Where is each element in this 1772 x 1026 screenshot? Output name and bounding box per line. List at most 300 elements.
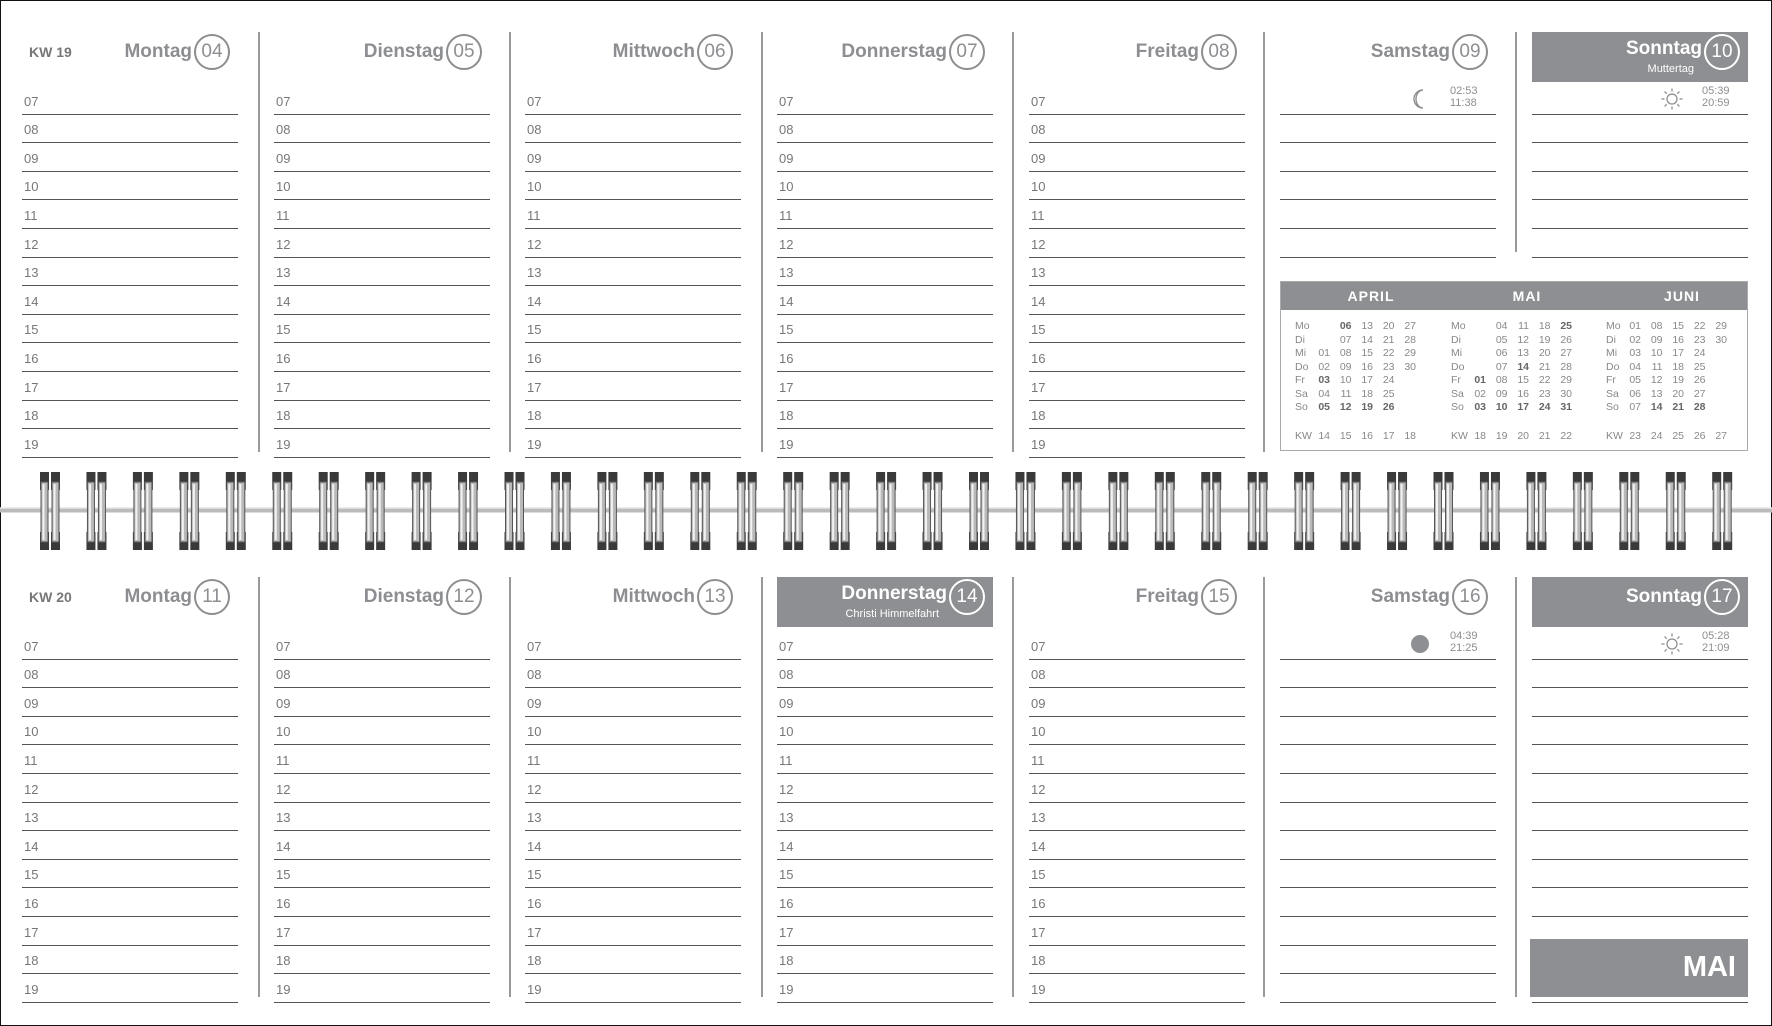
hour-row[interactable] — [274, 631, 490, 660]
note-line[interactable] — [1280, 946, 1496, 975]
weekday-label: Do — [1295, 360, 1309, 373]
note-line[interactable] — [1280, 888, 1496, 917]
hour-row[interactable] — [22, 286, 238, 315]
column-divider — [258, 577, 260, 997]
hour-row[interactable] — [1029, 946, 1245, 975]
note-line[interactable] — [1280, 803, 1496, 832]
weekday-label: Di — [1295, 333, 1305, 346]
note-line[interactable] — [1532, 774, 1748, 803]
mini-month-name: MAI — [1512, 288, 1542, 304]
note-line[interactable] — [1280, 974, 1496, 1003]
hour-row[interactable] — [777, 286, 993, 315]
hour-row[interactable] — [525, 172, 741, 201]
note-line[interactable] — [1532, 86, 1748, 115]
hour-row[interactable] — [525, 200, 741, 229]
hour-row[interactable] — [274, 745, 490, 774]
column-divider — [761, 577, 763, 997]
note-line[interactable] — [1280, 229, 1496, 258]
hour-row[interactable] — [1029, 774, 1245, 803]
hour-row[interactable] — [525, 86, 741, 115]
day-column — [525, 577, 741, 1007]
hour-label: 13 — [779, 265, 794, 281]
hour-row[interactable] — [22, 401, 238, 430]
hour-row[interactable] — [274, 860, 490, 889]
column-divider — [1012, 32, 1014, 452]
hour-label: 10 — [779, 179, 794, 195]
hour-row[interactable] — [777, 831, 993, 860]
hour-row[interactable] — [1029, 372, 1245, 401]
hour-row[interactable] — [1029, 688, 1245, 717]
note-line[interactable] — [1280, 860, 1496, 889]
hour-label: 19 — [1031, 981, 1046, 997]
note-line[interactable] — [1280, 917, 1496, 946]
hour-row[interactable] — [777, 401, 993, 430]
hour-row[interactable] — [777, 315, 993, 344]
hour-rows — [525, 86, 741, 458]
mini-date: 06 — [1339, 320, 1352, 332]
mini-kw: 22 — [1560, 430, 1572, 442]
hour-row[interactable] — [525, 803, 741, 832]
mini-kw: KW — [1451, 430, 1468, 442]
hour-row[interactable] — [777, 860, 993, 889]
weekday-label: Mi — [1451, 347, 1463, 359]
hour-row[interactable] — [22, 745, 238, 774]
mini-kw: 21 — [1538, 430, 1551, 442]
hour-row[interactable] — [1029, 143, 1245, 172]
mini-date: 10 — [1495, 401, 1508, 413]
note-line[interactable] — [1532, 860, 1748, 889]
mini-date: 13 — [1650, 387, 1663, 400]
hour-row[interactable] — [1029, 803, 1245, 832]
hour-label: 16 — [1031, 895, 1046, 911]
day-name: Dienstag — [363, 41, 444, 62]
mini-date: 23 — [1382, 360, 1395, 373]
hour-row[interactable] — [274, 688, 490, 717]
column-divider — [1515, 32, 1517, 252]
note-line[interactable] — [1280, 172, 1496, 201]
hour-row[interactable] — [525, 946, 741, 975]
mini-month-name: APRIL — [1347, 288, 1395, 304]
hour-row[interactable] — [777, 888, 993, 917]
hour-label: 09 — [276, 695, 291, 711]
note-line[interactable] — [1532, 229, 1748, 258]
weekday-label: Fr — [1451, 374, 1461, 386]
note-line[interactable] — [1532, 172, 1748, 201]
hour-row[interactable] — [274, 172, 490, 201]
hour-row[interactable] — [274, 200, 490, 229]
day-column — [1029, 32, 1245, 462]
hour-row[interactable] — [777, 115, 993, 144]
day-header — [1532, 577, 1748, 627]
hour-row[interactable] — [1029, 429, 1245, 458]
hour-row[interactable] — [525, 974, 741, 1003]
hour-label: 18 — [24, 408, 39, 424]
hour-row[interactable] — [1029, 286, 1245, 315]
hour-label: 14 — [527, 838, 542, 854]
hour-label: 14 — [1031, 838, 1046, 854]
mini-week-row — [1447, 334, 1597, 347]
hour-label: 09 — [1031, 150, 1046, 166]
day-number: 13 — [697, 579, 733, 615]
hour-label: 17 — [527, 379, 542, 395]
mini-date: 05 — [1629, 374, 1641, 386]
hour-label: 15 — [779, 867, 794, 883]
hour-row[interactable] — [274, 229, 490, 258]
note-line[interactable] — [1532, 660, 1748, 689]
note-line[interactable] — [1280, 143, 1496, 172]
weekday-label: Mi — [1295, 347, 1307, 359]
note-line[interactable] — [1532, 115, 1748, 144]
hour-row[interactable] — [1029, 258, 1245, 287]
spiral-binding — [0, 462, 1772, 552]
hour-label: 18 — [527, 408, 542, 424]
hour-row[interactable] — [1029, 831, 1245, 860]
hour-label: 19 — [779, 981, 794, 997]
hour-row[interactable] — [22, 831, 238, 860]
mini-week-row — [1602, 401, 1752, 414]
rise-time: 04:39 — [1450, 630, 1478, 642]
hour-label: 16 — [276, 895, 291, 911]
mini-date: 11 — [1340, 387, 1352, 400]
hour-label: 17 — [1031, 379, 1046, 395]
hour-row[interactable] — [274, 115, 490, 144]
hour-row[interactable] — [777, 974, 993, 1003]
hour-row[interactable] — [274, 917, 490, 946]
column-divider — [258, 32, 260, 452]
hour-row[interactable] — [22, 660, 238, 689]
hour-label: 19 — [24, 436, 39, 452]
note-line[interactable] — [1532, 200, 1748, 229]
day-column — [274, 32, 490, 462]
mini-kw: KW — [1606, 430, 1623, 442]
hour-row[interactable] — [525, 660, 741, 689]
mini-week-row — [1602, 361, 1752, 374]
note-line[interactable] — [1280, 115, 1496, 144]
hour-row[interactable] — [1029, 86, 1245, 115]
hour-label: 07 — [24, 93, 39, 109]
hour-row[interactable] — [777, 717, 993, 746]
hour-row[interactable] — [22, 860, 238, 889]
mini-date: 29 — [1404, 347, 1416, 359]
column-divider — [1515, 577, 1517, 997]
mini-date: 12 — [1650, 374, 1663, 386]
hour-label: 08 — [527, 667, 542, 683]
mini-date: 22 — [1693, 320, 1706, 332]
hour-label: 15 — [1031, 867, 1046, 883]
mini-date: 17 — [1517, 401, 1529, 413]
hour-row[interactable] — [525, 429, 741, 458]
set-time: 21:09 — [1702, 642, 1730, 654]
hour-row[interactable] — [525, 831, 741, 860]
day-column — [777, 577, 993, 1007]
hour-row[interactable] — [22, 143, 238, 172]
day-column — [22, 32, 238, 462]
weekday-label: So — [1606, 401, 1619, 413]
hour-label: 08 — [24, 122, 39, 138]
hour-label: 15 — [1031, 322, 1046, 338]
note-line[interactable] — [1280, 688, 1496, 717]
hour-row[interactable] — [274, 86, 490, 115]
hour-row[interactable] — [1029, 401, 1245, 430]
hour-row[interactable] — [274, 974, 490, 1003]
hour-row[interactable] — [22, 115, 238, 144]
day-header — [1280, 577, 1496, 627]
mini-kw: 26 — [1693, 430, 1706, 442]
mini-date: 15 — [1672, 320, 1684, 332]
day-name: Dienstag — [363, 586, 444, 607]
mini-date: 18 — [1538, 320, 1551, 332]
hour-row[interactable] — [525, 688, 741, 717]
hour-label: 07 — [276, 93, 291, 109]
hour-row[interactable] — [777, 429, 993, 458]
mini-date: 14 — [1517, 360, 1529, 373]
hour-label: 16 — [527, 350, 542, 366]
hour-label: 07 — [24, 638, 39, 654]
day-number: 08 — [1201, 34, 1237, 70]
mini-date: 15 — [1361, 347, 1373, 359]
hour-label: 17 — [276, 379, 291, 395]
mini-date: 17 — [1672, 347, 1684, 359]
month-label-box — [1530, 939, 1748, 997]
hour-row[interactable] — [22, 888, 238, 917]
mini-date: 04 — [1318, 387, 1330, 400]
hour-row[interactable] — [274, 888, 490, 917]
hour-row[interactable] — [274, 429, 490, 458]
hour-row[interactable] — [1029, 631, 1245, 660]
mini-month — [1602, 320, 1752, 446]
column-divider — [1263, 32, 1265, 452]
hour-label: 11 — [276, 207, 290, 223]
hour-row[interactable] — [777, 258, 993, 287]
mini-date: 28 — [1693, 401, 1706, 413]
hour-row[interactable] — [1029, 917, 1245, 946]
hour-label: 10 — [779, 724, 794, 740]
note-line[interactable] — [1280, 660, 1496, 689]
note-line[interactable] — [1532, 688, 1748, 717]
hour-row[interactable] — [274, 315, 490, 344]
hour-row[interactable] — [525, 631, 741, 660]
hour-label: 12 — [779, 236, 794, 252]
hour-rows — [1029, 86, 1245, 458]
hour-label: 19 — [276, 981, 291, 997]
note-line[interactable] — [1532, 143, 1748, 172]
hour-row[interactable] — [22, 343, 238, 372]
note-line[interactable] — [1280, 631, 1496, 660]
hour-row[interactable] — [274, 774, 490, 803]
note-line[interactable] — [1532, 888, 1748, 917]
mini-date: 03 — [1474, 401, 1486, 413]
hour-row[interactable] — [22, 372, 238, 401]
mini-week-row — [1447, 388, 1597, 401]
hour-row[interactable] — [22, 917, 238, 946]
hour-row[interactable] — [777, 946, 993, 975]
mini-date: 03 — [1318, 374, 1330, 386]
hour-label: 07 — [1031, 93, 1046, 109]
hour-row[interactable] — [777, 86, 993, 115]
hour-row[interactable] — [274, 803, 490, 832]
hour-row[interactable] — [1029, 315, 1245, 344]
hour-row[interactable] — [525, 258, 741, 287]
note-line[interactable] — [1532, 831, 1748, 860]
mini-kw: 16 — [1361, 430, 1373, 442]
holiday-label: Christi Himmelfahrt — [845, 608, 939, 620]
hour-label: 18 — [779, 953, 794, 969]
hour-row[interactable] — [274, 946, 490, 975]
hour-label: 15 — [527, 322, 542, 338]
hour-label: 10 — [1031, 724, 1046, 740]
note-line[interactable] — [1280, 745, 1496, 774]
mini-date: 22 — [1382, 347, 1395, 359]
hour-row[interactable] — [525, 888, 741, 917]
hour-row[interactable] — [777, 172, 993, 201]
hour-label: 17 — [779, 924, 794, 940]
note-line[interactable] — [1280, 717, 1496, 746]
mini-date: 11 — [1651, 360, 1663, 373]
hour-row[interactable] — [22, 258, 238, 287]
hour-label: 17 — [779, 379, 794, 395]
mini-date: 03 — [1629, 347, 1641, 359]
mini-week-row — [1291, 320, 1441, 333]
hour-row[interactable] — [777, 745, 993, 774]
hour-row[interactable] — [1029, 860, 1245, 889]
mini-date: 07 — [1495, 360, 1508, 373]
mini-kw: 19 — [1495, 430, 1508, 442]
hour-row[interactable] — [525, 372, 741, 401]
hour-row[interactable] — [525, 286, 741, 315]
hour-row[interactable] — [22, 974, 238, 1003]
mini-kw: 14 — [1318, 430, 1330, 442]
hour-row[interactable] — [777, 372, 993, 401]
hour-row[interactable] — [22, 631, 238, 660]
hour-row[interactable] — [274, 343, 490, 372]
hour-label: 13 — [527, 810, 542, 826]
note-line[interactable] — [1280, 831, 1496, 860]
hour-row[interactable] — [777, 917, 993, 946]
mini-date: 08 — [1650, 320, 1663, 332]
hour-row[interactable] — [22, 229, 238, 258]
hour-row[interactable] — [22, 315, 238, 344]
hour-row[interactable] — [1029, 974, 1245, 1003]
hour-row[interactable] — [22, 86, 238, 115]
hour-row[interactable] — [274, 660, 490, 689]
hour-row[interactable] — [1029, 172, 1245, 201]
day-name: Mittwoch — [612, 586, 695, 607]
hour-row[interactable] — [22, 688, 238, 717]
mini-date: 24 — [1538, 401, 1551, 413]
hour-row[interactable] — [1029, 115, 1245, 144]
hour-row[interactable] — [525, 860, 741, 889]
mini-date: 24 — [1693, 347, 1706, 359]
hour-row[interactable] — [22, 717, 238, 746]
week-2 — [0, 577, 1772, 1017]
hour-row[interactable] — [274, 372, 490, 401]
mini-date: 02 — [1629, 333, 1641, 346]
hour-row[interactable] — [1029, 660, 1245, 689]
hour-row[interactable] — [22, 172, 238, 201]
hour-row[interactable] — [525, 717, 741, 746]
set-time: 11:38 — [1450, 97, 1477, 109]
hour-row[interactable] — [1029, 888, 1245, 917]
mini-date: 09 — [1650, 333, 1663, 346]
note-line[interactable] — [1532, 803, 1748, 832]
hour-row[interactable] — [525, 229, 741, 258]
hour-row[interactable] — [777, 631, 993, 660]
hour-label: 09 — [779, 695, 794, 711]
hour-row[interactable] — [777, 803, 993, 832]
note-line[interactable] — [1280, 86, 1496, 115]
hour-label: 19 — [527, 436, 542, 452]
day-number: 09 — [1452, 34, 1488, 70]
hour-row[interactable] — [777, 660, 993, 689]
hour-row[interactable] — [22, 803, 238, 832]
hour-label: 12 — [1031, 781, 1046, 797]
hour-row[interactable] — [525, 343, 741, 372]
mini-date: 27 — [1560, 347, 1572, 359]
hour-row[interactable] — [1029, 343, 1245, 372]
note-line[interactable] — [1532, 717, 1748, 746]
mini-week-row — [1291, 361, 1441, 374]
note-line[interactable] — [1280, 774, 1496, 803]
hour-row[interactable] — [525, 774, 741, 803]
hour-row[interactable] — [525, 115, 741, 144]
hour-row[interactable] — [274, 401, 490, 430]
hour-row[interactable] — [274, 286, 490, 315]
hour-row[interactable] — [777, 200, 993, 229]
hour-row[interactable] — [1029, 717, 1245, 746]
hour-row[interactable] — [1029, 229, 1245, 258]
hour-label: 08 — [24, 667, 39, 683]
mini-week-row — [1291, 334, 1441, 347]
hour-row[interactable] — [777, 774, 993, 803]
hour-row[interactable] — [525, 143, 741, 172]
hour-row[interactable] — [525, 917, 741, 946]
mini-date: 29 — [1715, 320, 1727, 332]
note-line[interactable] — [1532, 745, 1748, 774]
hour-row[interactable] — [22, 200, 238, 229]
hour-row[interactable] — [22, 774, 238, 803]
hour-label: 11 — [24, 752, 38, 768]
hour-row[interactable] — [1029, 200, 1245, 229]
weekday-label: Mi — [1606, 347, 1618, 359]
mini-week-row — [1447, 320, 1597, 333]
hour-row[interactable] — [274, 258, 490, 287]
hour-row[interactable] — [274, 831, 490, 860]
hour-row[interactable] — [777, 688, 993, 717]
hour-rows — [22, 86, 238, 458]
weekday-label: Sa — [1606, 387, 1619, 400]
hour-label: 08 — [779, 667, 794, 683]
hour-row[interactable] — [274, 143, 490, 172]
hour-row[interactable] — [22, 946, 238, 975]
hour-row[interactable] — [525, 745, 741, 774]
day-number: 16 — [1452, 579, 1488, 615]
hour-row[interactable] — [525, 401, 741, 430]
hour-row[interactable] — [777, 343, 993, 372]
weekday-label: Mo — [1606, 320, 1621, 332]
hour-row[interactable] — [22, 429, 238, 458]
day-header — [777, 32, 993, 82]
mini-kw: 25 — [1672, 430, 1684, 442]
note-line[interactable] — [1280, 200, 1496, 229]
day-column — [525, 32, 741, 462]
note-line[interactable] — [1532, 631, 1748, 660]
hour-row[interactable] — [777, 229, 993, 258]
hour-row[interactable] — [274, 717, 490, 746]
hour-row[interactable] — [1029, 745, 1245, 774]
hour-label: 15 — [779, 322, 794, 338]
hour-row[interactable] — [777, 143, 993, 172]
hour-row[interactable] — [525, 315, 741, 344]
